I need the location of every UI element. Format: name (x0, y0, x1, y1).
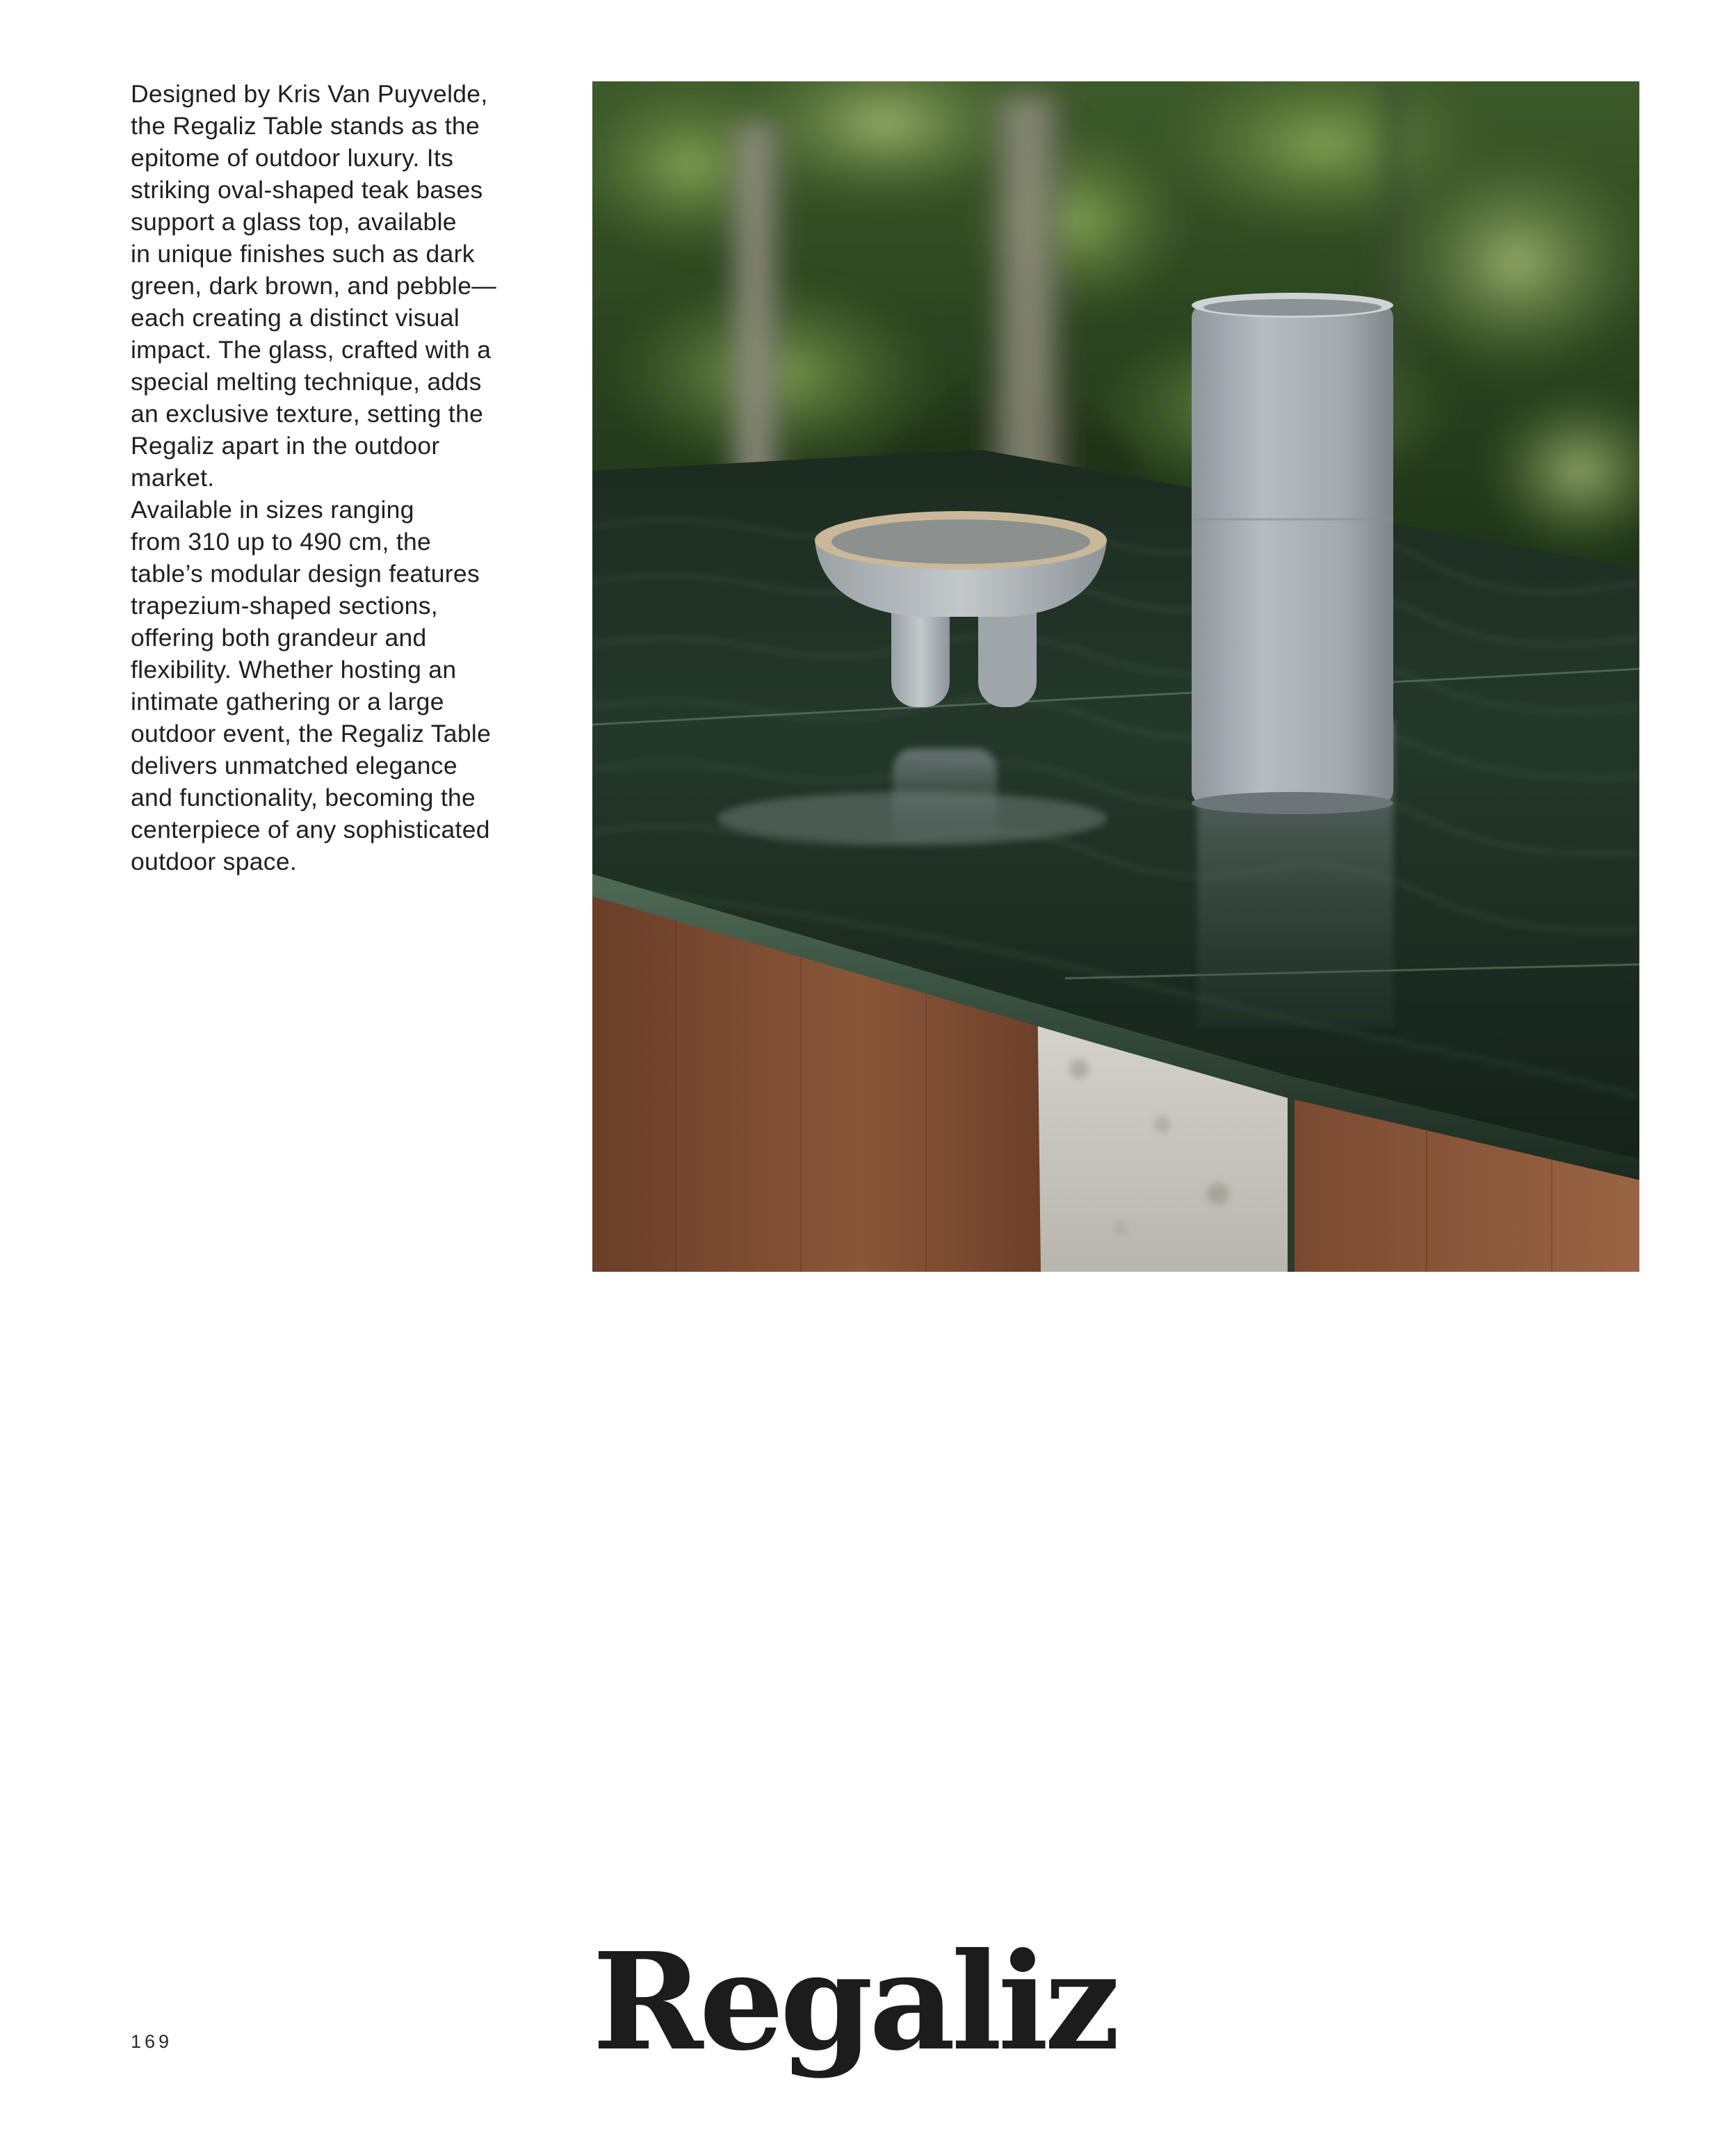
product-description (131, 78, 548, 878)
product-photo (592, 81, 1639, 1272)
description-line: the Regaliz Table stands as the (131, 112, 480, 140)
description-line: epitome of outdoor luxury. Its (131, 144, 454, 172)
description-line: table’s modular design features (131, 560, 480, 588)
description-line: flexibility. Whether hosting an (131, 656, 457, 684)
description-line: Available in sizes ranging (131, 496, 414, 524)
description-line: green, dark brown, and pebble— (131, 272, 497, 300)
description-line: support a glass top, available (131, 208, 457, 236)
product-title: Regaliz (592, 1924, 1117, 2080)
description-line: in unique finishes such as dark (131, 240, 475, 268)
description-line: and functionality, becoming the (131, 784, 476, 811)
description-line: each creating a distinct visual (131, 304, 460, 332)
description-line: an exclusive texture, setting the (131, 400, 484, 428)
description-line: intimate gathering or a large (131, 688, 444, 716)
description-line: centerpiece of any sophisticated (131, 816, 490, 843)
description-line: from 310 up to 490 cm, the (131, 528, 432, 556)
description-paragraph-1 (131, 78, 548, 494)
description-line: outdoor event, the Regaliz Table (131, 720, 492, 747)
description-line: delivers unmatched elegance (131, 752, 457, 779)
description-line: market. (131, 464, 215, 492)
description-paragraph-2 (131, 494, 548, 878)
description-line: impact. The glass, crafted with a (131, 336, 492, 364)
description-line: Regaliz apart in the outdoor (131, 432, 440, 460)
description-line: special melting technique, adds (131, 368, 482, 396)
description-line: offering both grandeur and (131, 624, 427, 652)
page-number: 169 (131, 2031, 173, 2052)
table-photo-illustration (592, 81, 1639, 1272)
description-line: striking oval-shaped teak bases (131, 176, 483, 204)
description-line: Designed by Kris Van Puyvelde, (131, 80, 488, 108)
description-line: outdoor space. (131, 848, 298, 875)
ceramic-vase (1192, 293, 1393, 814)
description-line: trapezium-shaped sections, (131, 592, 438, 620)
